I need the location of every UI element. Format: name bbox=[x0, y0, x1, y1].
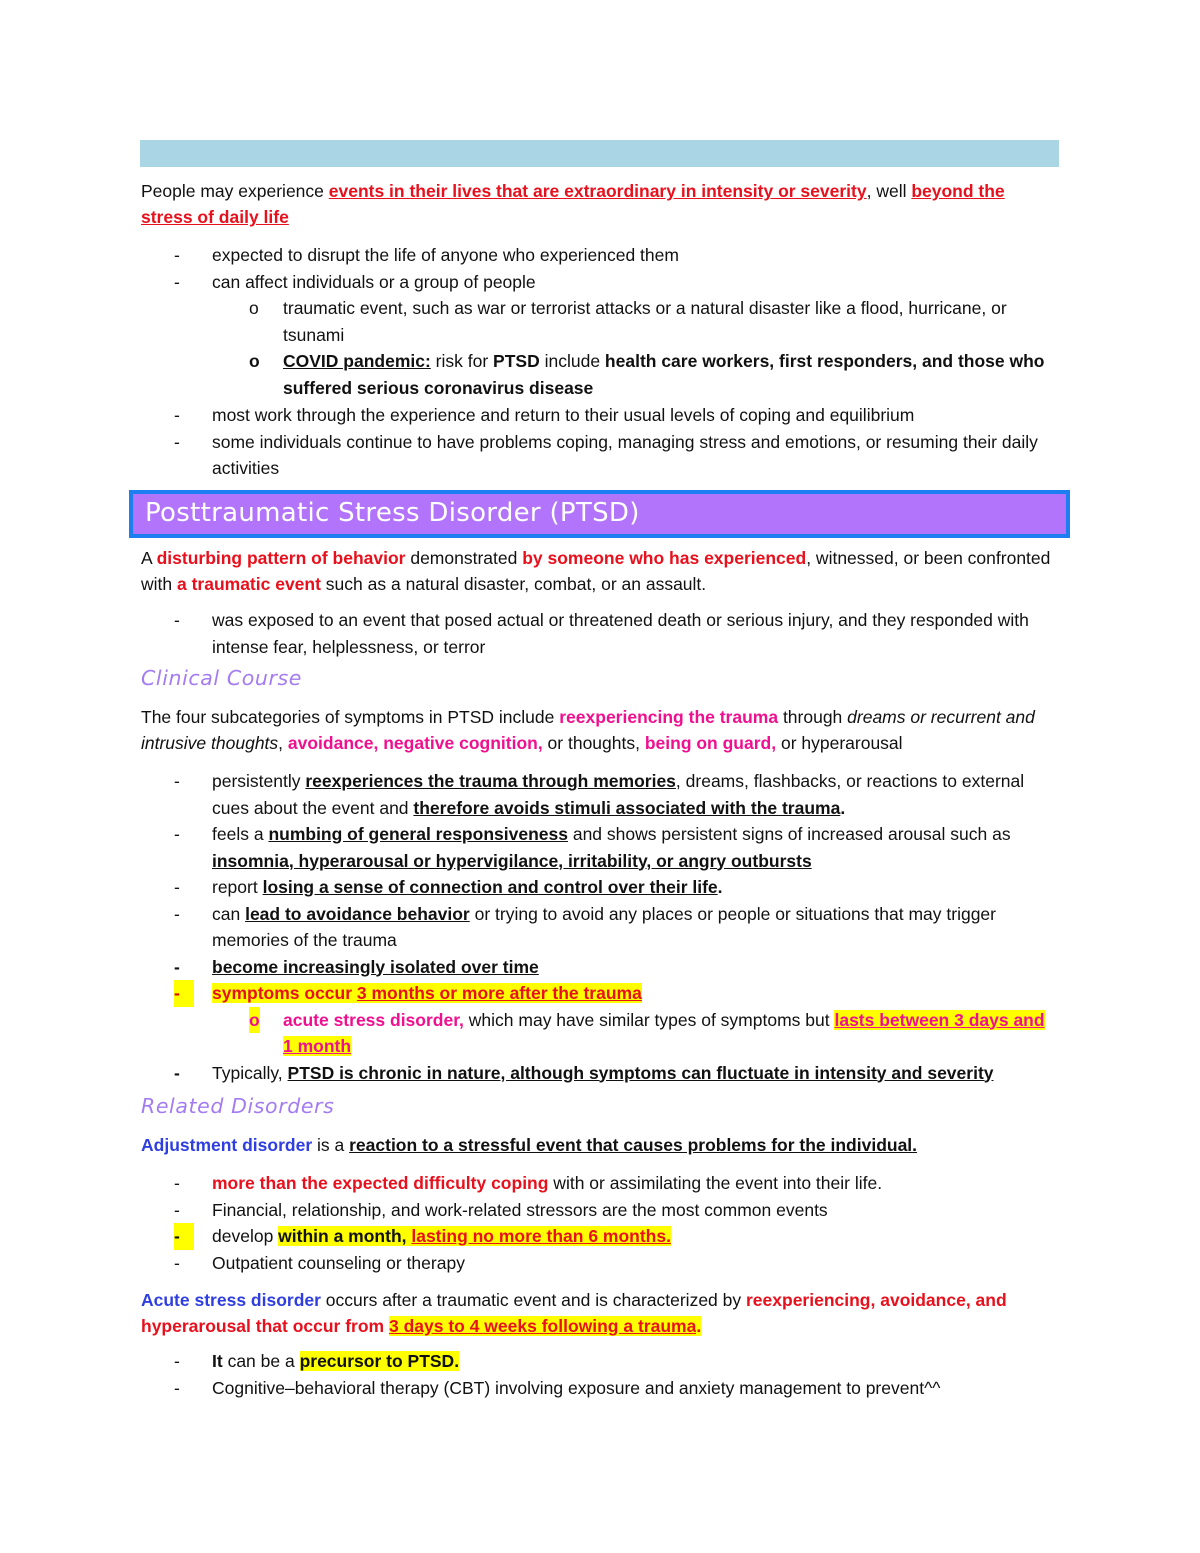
sub-list-item bbox=[212, 295, 1059, 348]
paragraph-text: , bbox=[278, 733, 288, 753]
list-item-text: can affect individuals or a group of people bbox=[212, 271, 536, 292]
list-item bbox=[141, 402, 1059, 429]
paragraph-text: through bbox=[778, 707, 848, 727]
list-item bbox=[141, 607, 1059, 660]
blue-term: Acute stress disorder bbox=[141, 1290, 321, 1310]
list-marker: - bbox=[174, 431, 180, 452]
list-item bbox=[141, 1223, 1059, 1250]
list-item-text: expected to disrupt the life of anyone who experienced them bbox=[212, 245, 679, 265]
list-item bbox=[141, 429, 1059, 482]
sub-list-item-text: which may have similar types of symptoms but bbox=[463, 1009, 835, 1030]
list-item bbox=[141, 1250, 1059, 1277]
highlighted-text: . bbox=[696, 1316, 702, 1336]
red-highlight: reexperiencing, avoidance, and hyperarousal that occur from bbox=[141, 1290, 1007, 1336]
highlighted-text: symptoms occur bbox=[212, 983, 357, 1003]
list-item-text: can be a bbox=[222, 1351, 300, 1371]
underlined-text: PTSD is chronic in nature, although symptoms can fluctuate in intensity and severity bbox=[287, 1062, 994, 1083]
definition-text: , witnessed, or been confronted with bbox=[141, 548, 1051, 594]
list-item bbox=[141, 901, 1059, 954]
ptsd-term: PTSD bbox=[493, 351, 540, 371]
adjustment-paragraph bbox=[141, 1132, 1059, 1158]
paragraph-text: The four subcategories of symptoms in PTSD include bbox=[141, 707, 560, 727]
underlined-text: losing a sense of connection and control over their life bbox=[262, 877, 718, 897]
paragraph-text: occurs after a traumatic event and is characterized by bbox=[320, 1290, 746, 1310]
ptsd-heading-box bbox=[129, 490, 1070, 538]
intro-paragraph bbox=[141, 178, 1059, 230]
clinical-course-heading: Clinical Course bbox=[141, 666, 303, 690]
acute-stress-paragraph bbox=[141, 1287, 1059, 1339]
paragraph-text: or hyperarousal bbox=[776, 733, 903, 753]
list-item bbox=[141, 874, 1059, 901]
list-item-text: or trying to avoid any places or people or situations that may trigger memories of the trauma bbox=[212, 903, 996, 950]
underlined-text: reaction to a stressful event that causes problems for the individual. bbox=[349, 1135, 918, 1155]
list-item bbox=[141, 1197, 1059, 1224]
definition-text: demonstrated bbox=[405, 548, 523, 568]
pink-highlight: avoidance, negative cognition, bbox=[287, 733, 543, 753]
related-disorders-heading: Related Disorders bbox=[141, 1094, 335, 1118]
sub-list-marker: o bbox=[249, 351, 260, 371]
list-item-text: with or assimilating the event into their life. bbox=[548, 1173, 883, 1193]
list-item-text: . bbox=[717, 877, 723, 897]
underlined-text: become increasingly isolated over time bbox=[212, 956, 539, 977]
list-marker: - bbox=[174, 903, 180, 924]
list-item-text: persistently bbox=[212, 771, 306, 791]
highlighted-text: 3 months or more after the trauma bbox=[356, 983, 642, 1003]
adjustment-list bbox=[141, 1170, 1059, 1276]
highlighted-text: 3 days to 4 weeks following a trauma bbox=[388, 1316, 697, 1336]
section-header-bar bbox=[140, 140, 1059, 167]
clinical-paragraph bbox=[141, 704, 1059, 756]
intro-highlight-stress: beyond the stress of daily life bbox=[141, 181, 1005, 227]
underlined-text: insomnia, hyperarousal or hypervigilance, irritability, or angry outbursts bbox=[212, 850, 812, 871]
intro-text: , well bbox=[866, 181, 912, 201]
list-item-text: Cognitive–behavioral therapy (CBT) involving exposure and anxiety management to prevent^^ bbox=[212, 1377, 941, 1398]
list-marker: - bbox=[174, 877, 180, 897]
list-item-text: some individuals continue to have problems coping, managing stress and emotions, or resuming their daily activities bbox=[212, 431, 1038, 478]
list-marker: - bbox=[174, 405, 180, 425]
list-item-text: can bbox=[212, 903, 246, 924]
list-item bbox=[141, 954, 1059, 981]
sub-list-item bbox=[212, 348, 1059, 402]
list-item-text: report bbox=[212, 877, 263, 897]
list-item-text: . bbox=[840, 797, 846, 818]
list-marker: - bbox=[174, 980, 194, 1007]
list-item bbox=[141, 1170, 1059, 1197]
list-item bbox=[141, 980, 1059, 1060]
list-item-text: Outpatient counseling or therapy bbox=[212, 1252, 465, 1273]
highlighted-text: precursor to PTSD. bbox=[299, 1351, 460, 1371]
list-marker: - bbox=[174, 1252, 180, 1273]
list-item-text: was exposed to an event that posed actual or threatened death or serious injury, and they responded with intense fear, helplessness, or terror bbox=[212, 610, 1029, 657]
list-marker: - bbox=[174, 771, 180, 791]
paragraph-text: is a bbox=[312, 1135, 350, 1155]
list-marker: - bbox=[174, 271, 180, 292]
list-marker: - bbox=[174, 824, 180, 844]
definition-text: such as a natural disaster, combat, or an assault. bbox=[320, 574, 707, 594]
sub-list-item-text: risk for bbox=[430, 351, 494, 371]
list-item bbox=[141, 1348, 1059, 1375]
list-item-text: most work through the experience and return to their usual levels of coping and equilibrium bbox=[212, 405, 915, 425]
underlined-text: lead to avoidance behavior bbox=[245, 903, 470, 924]
ptsd-heading: Posttraumatic Stress Disorder (PTSD) bbox=[145, 498, 640, 528]
list-item-text: Typically, bbox=[212, 1062, 288, 1083]
underlined-text: reexperiences the trauma through memories bbox=[305, 771, 676, 791]
list-item bbox=[141, 768, 1059, 821]
covid-label: COVID pandemic: bbox=[283, 351, 431, 371]
pink-highlight: acute stress disorder, bbox=[283, 1009, 464, 1030]
sub-list-marker: o bbox=[249, 1007, 260, 1034]
clinical-list bbox=[141, 768, 1059, 1086]
list-item bbox=[141, 269, 1059, 403]
list-item-text: and shows persistent signs of increased arousal such as bbox=[567, 824, 1011, 844]
blue-term: Adjustment disorder bbox=[141, 1135, 313, 1155]
intro-text: People may experience bbox=[141, 181, 329, 201]
list-marker: - bbox=[174, 956, 180, 977]
list-marker: - bbox=[174, 1351, 180, 1371]
sub-list-item-text: traumatic event, such as war or terrorist attacks or a natural disaster like a flood, hurricane, or tsunami bbox=[283, 298, 1007, 345]
list-marker: - bbox=[174, 1223, 194, 1250]
list-item-text: develop bbox=[212, 1226, 279, 1246]
definition-highlight: a traumatic event bbox=[176, 574, 321, 594]
sub-list-item-text: include bbox=[539, 351, 605, 371]
list-item bbox=[141, 1060, 1059, 1087]
acute-stress-list bbox=[141, 1348, 1059, 1401]
ptsd-definition bbox=[141, 545, 1059, 597]
list-item-text: , dreams, flashbacks, or reactions to external cues about the event and bbox=[212, 771, 1025, 818]
highlighted-text: within a month, bbox=[278, 1226, 412, 1246]
risk-groups: health care workers, first responders, and those who suffered serious coronavirus disease bbox=[283, 351, 1045, 398]
list-item bbox=[141, 242, 1059, 269]
list-item-text: feels a bbox=[212, 824, 269, 844]
list-marker: - bbox=[174, 245, 180, 265]
list-item-text: It bbox=[212, 1351, 223, 1371]
paragraph-text: or thoughts, bbox=[542, 733, 645, 753]
definition-highlight: by someone who has experienced bbox=[522, 548, 807, 568]
intro-highlight-events: events in their lives that are extraordinary in intensity or severity bbox=[328, 181, 867, 201]
highlighted-text: lasting no more than 6 months. bbox=[411, 1226, 671, 1246]
highlighted-text: lasts between 3 days and 1 month bbox=[283, 1009, 1045, 1056]
red-highlight: more than the expected difficulty coping bbox=[212, 1173, 549, 1193]
list-marker: - bbox=[174, 1199, 180, 1220]
definition-highlight: disturbing pattern of behavior bbox=[156, 548, 406, 568]
list-marker: - bbox=[174, 1173, 180, 1193]
intro-list bbox=[141, 242, 1059, 482]
list-item bbox=[141, 821, 1059, 874]
pink-highlight: reexperiencing the trauma bbox=[559, 707, 779, 727]
italic-text: dreams or recurrent and intrusive thoughts bbox=[141, 707, 1035, 753]
sub-list-item bbox=[212, 1007, 1059, 1060]
underlined-text: numbing of general responsiveness bbox=[268, 824, 568, 844]
sub-list-marker: o bbox=[249, 298, 259, 318]
list-marker: - bbox=[174, 1377, 180, 1398]
underlined-text: therefore avoids stimuli associated with the trauma bbox=[413, 797, 841, 818]
list-item-text: Financial, relationship, and work-related stressors are the most common events bbox=[212, 1199, 828, 1220]
pink-highlight: being on guard, bbox=[644, 733, 777, 753]
list-item bbox=[141, 1375, 1059, 1402]
list-marker: - bbox=[174, 1062, 180, 1083]
list-marker: - bbox=[174, 610, 180, 630]
definition-text: A bbox=[141, 548, 157, 568]
ptsd-list bbox=[141, 607, 1059, 660]
